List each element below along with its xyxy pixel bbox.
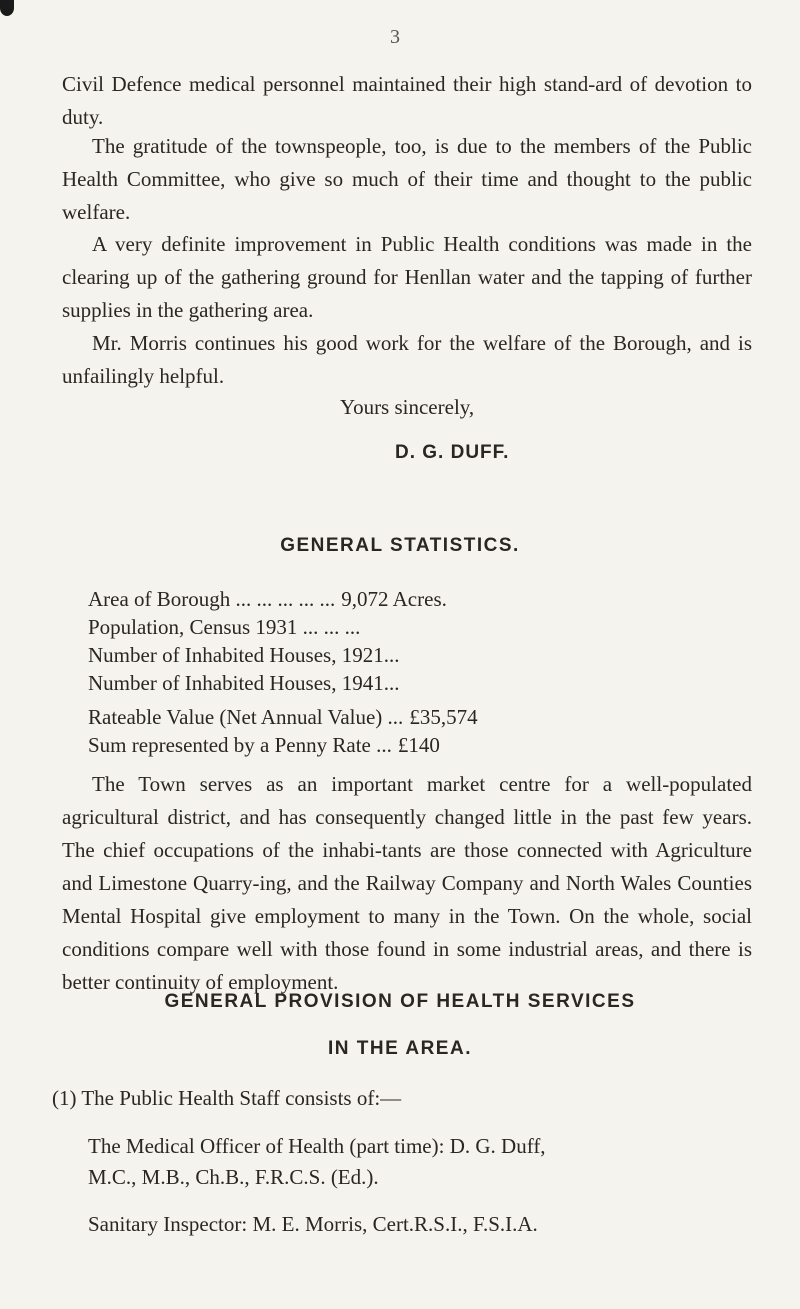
stat-row <box>88 669 748 697</box>
stat-row <box>88 731 748 759</box>
intro-paragraph-2: The gratitude of the townspeople, too, is due to the members of the Public Health Committee, who give so much of their time and thought to the public welfare. <box>62 134 752 224</box>
statistics-table <box>88 585 748 759</box>
medical-officer-line-1: The Medical Officer of Health (part time): D. G. Duff, <box>88 1134 546 1158</box>
corner-mark <box>0 0 14 16</box>
stat-label: Sum represented by a Penny Rate ... <box>88 733 392 757</box>
stat-label: Area of Borough ... ... ... ... ... <box>88 587 336 611</box>
stat-value: £35,574 <box>409 705 478 729</box>
town-description-paragraph: The Town serves as an important market centre for a well-populated agricultural district, and has consequently changed little in the past few years. The chief occupations of the inhabi-tants are those connected with Agriculture and Limestone Quarry-ing, and the Railway Company and North Wales Counties Mental Hospital give employment to many in the Town. On the whole, social conditions compare well with those found in some industrial areas, and there is better continuity of employment. <box>62 772 752 994</box>
stat-row <box>88 585 748 613</box>
health-services-subheading: IN THE AREA. <box>328 1038 472 1059</box>
stat-value: £140 <box>397 733 440 757</box>
stat-row <box>88 641 748 669</box>
sanitary-inspector-line: Sanitary Inspector: M. E. Morris, Cert.R.S.I., F.S.I.A. <box>88 1212 538 1236</box>
intro-paragraph-4: Mr. Morris continues his good work for the welfare of the Borough, and is unfailingly helpful. <box>62 331 752 388</box>
stat-label: Population, Census 1931 ... ... ... <box>88 615 361 639</box>
staff-item-1: (1) The Public Health Staff consists of:— <box>52 1086 402 1110</box>
page-number: 3 <box>390 26 400 48</box>
general-statistics-heading: GENERAL STATISTICS. <box>280 535 520 556</box>
medical-officer-line-2: M.C., M.B., Ch.B., F.R.C.S. (Ed.). <box>88 1165 379 1189</box>
signature: D. G. DUFF. <box>395 442 510 463</box>
stat-label: Number of Inhabited Houses, 1921... <box>88 643 400 667</box>
letter-closing: Yours sincerely, <box>340 395 475 419</box>
stat-row <box>88 703 748 731</box>
stat-row <box>88 613 748 641</box>
intro-paragraph-3: A very definite improvement in Public Health conditions was made in the clearing up of the gathering ground for Henllan water and the tapping of further supplies in the gathering area. <box>62 232 752 322</box>
stat-value: 9,072 Acres. <box>341 587 447 611</box>
stat-label: Number of Inhabited Houses, 1941... <box>88 671 400 695</box>
stat-label: Rateable Value (Net Annual Value) ... <box>88 705 404 729</box>
health-services-heading: GENERAL PROVISION OF HEALTH SERVICES <box>164 991 636 1012</box>
intro-paragraph-1: Civil Defence medical personnel maintained their high stand-ard of devotion to duty. <box>62 72 752 129</box>
